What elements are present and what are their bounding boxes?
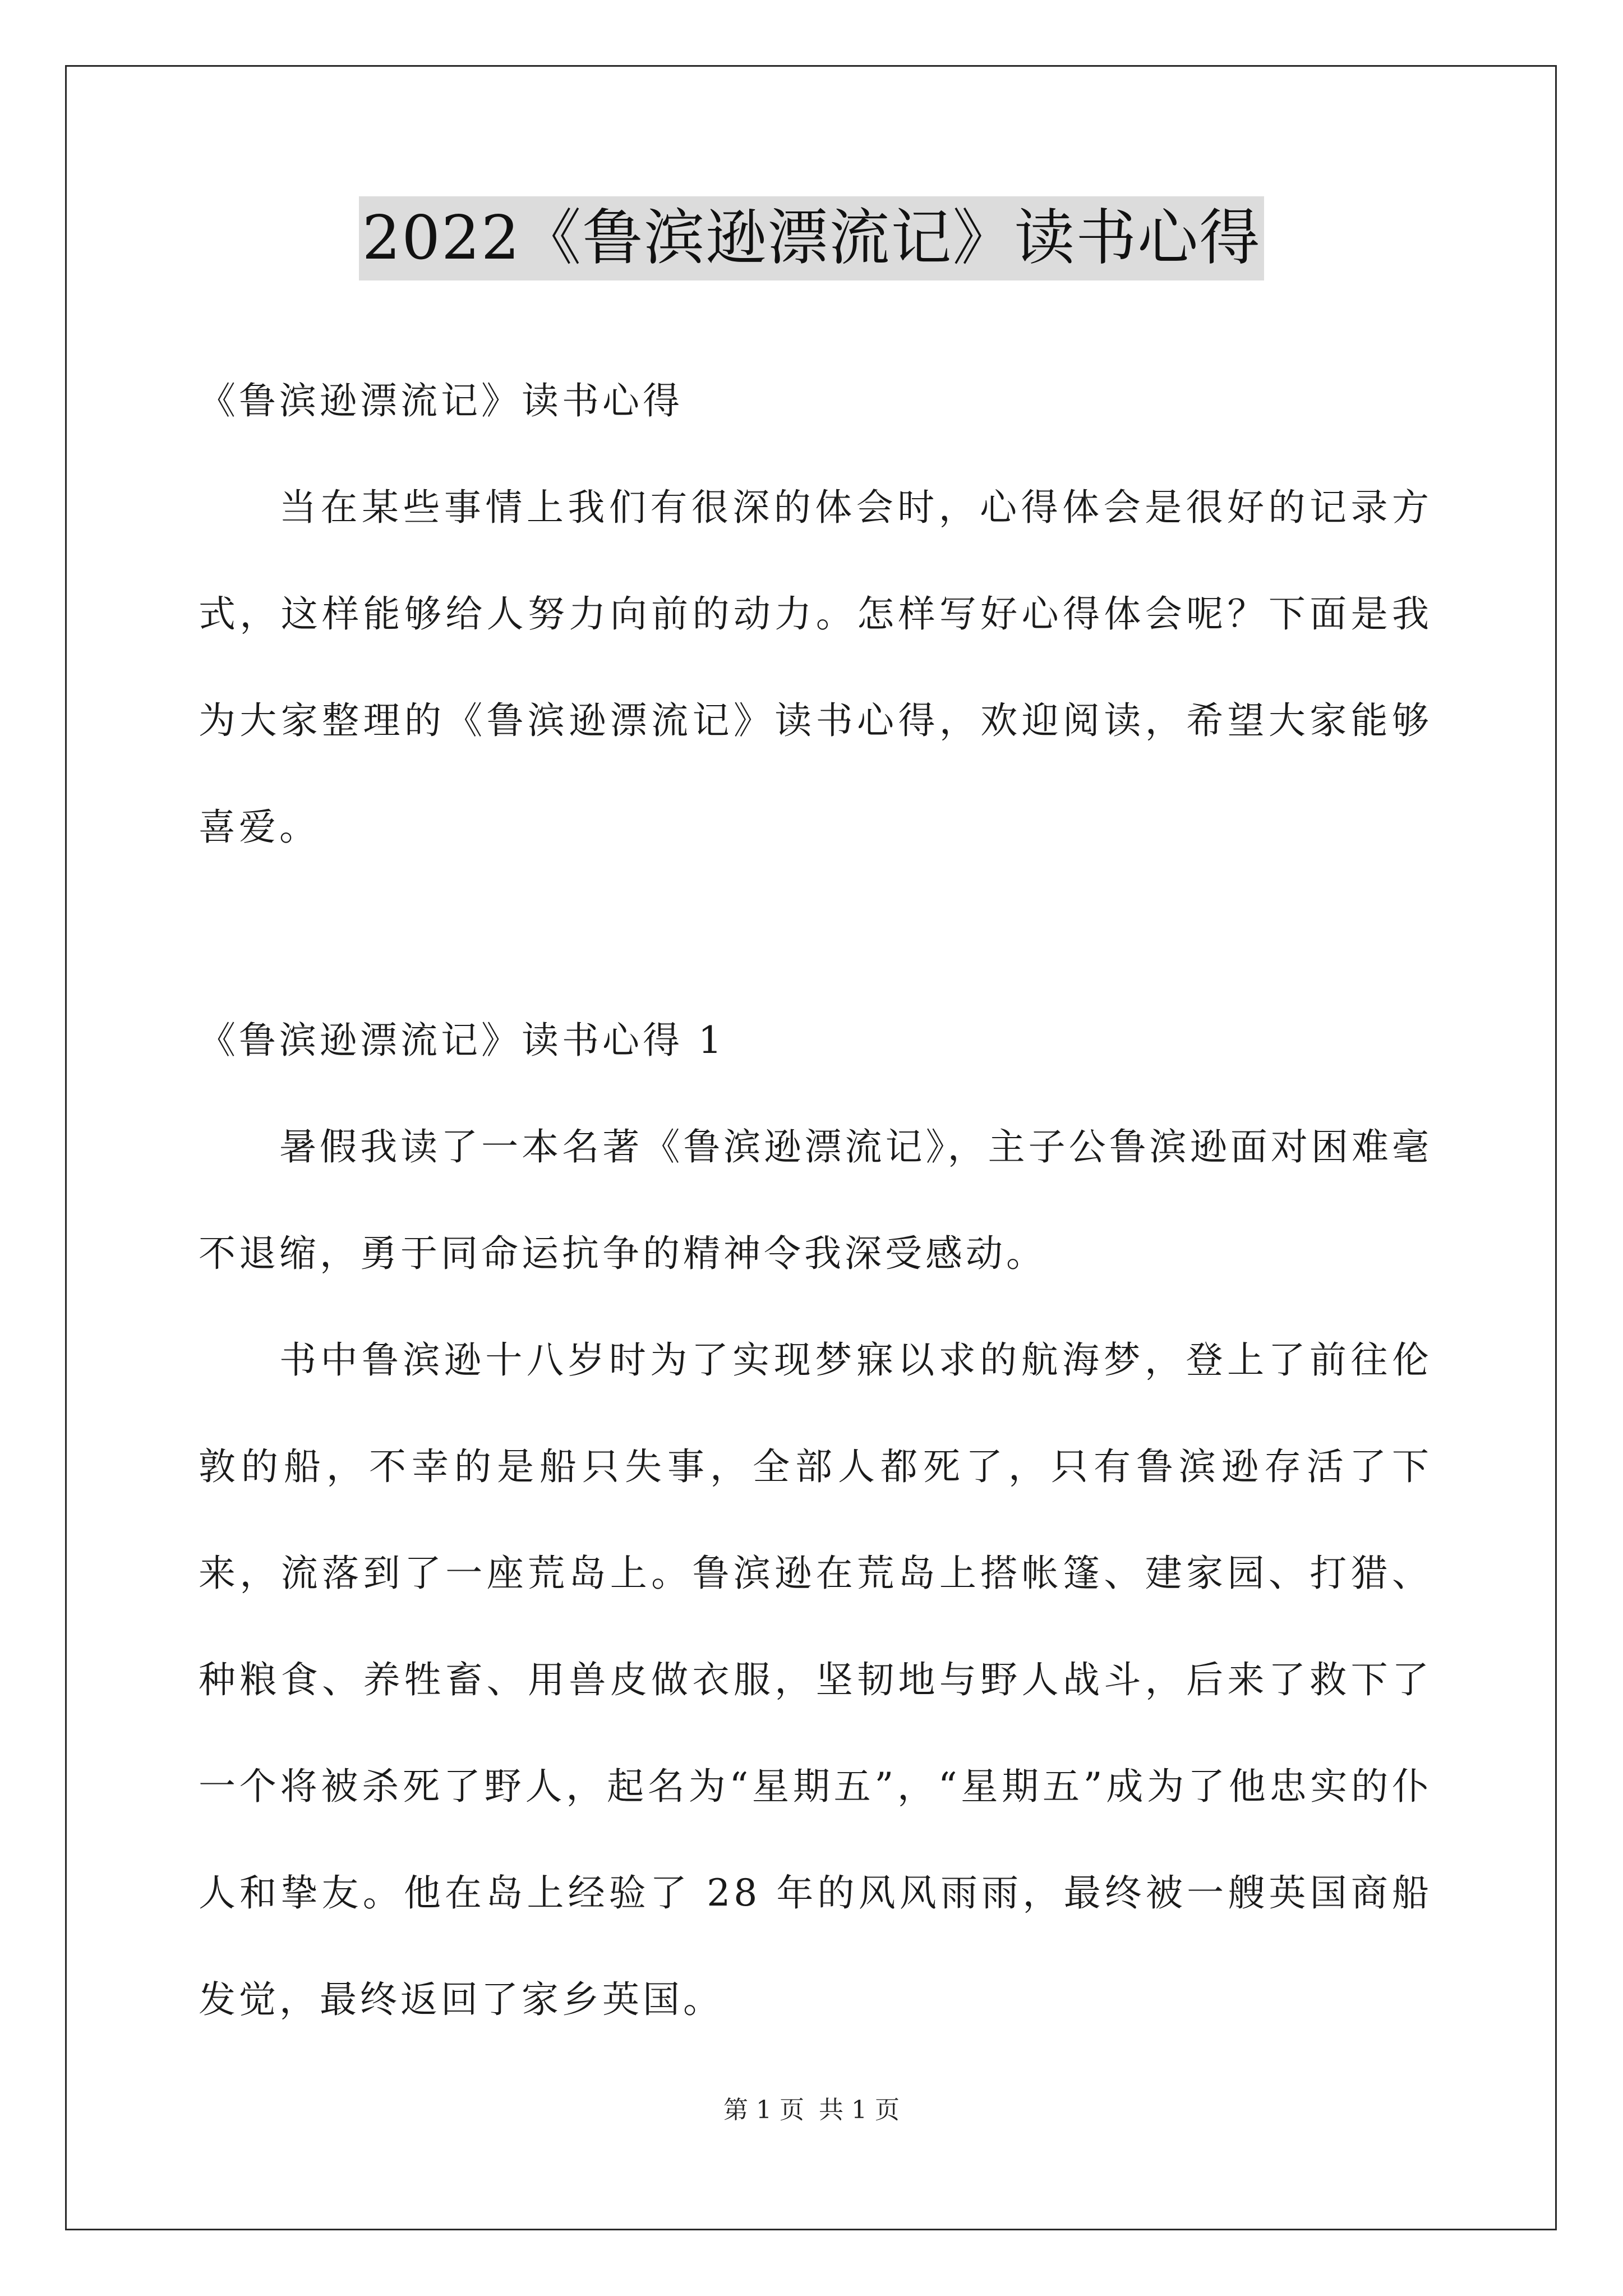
page-number-total: 共 1 页 xyxy=(819,2096,900,2124)
page-footer xyxy=(0,2090,1623,2125)
body-paragraph-2: 书中鲁滨逊十八岁时为了实现梦寐以求的航海梦，登上了前往伦敦的船，不幸的是船只失事，全部人都死了，只有鲁滨逊存活了下来，流落到了一座荒岛上。鲁滨逊在荒岛上搭帐篷、建家园、打猎、种粮食、养牲畜、用兽皮做衣服，坚韧地与野人战斗，后来了救下了一个将被杀死了野人，起名为“星期五”，“星期五”成为了他忠实的仆人和挚友。他在岛上经验了 28 年的风风雨雨，最终被一艘英国商船发觉，最终返回了家乡英国。 xyxy=(199,1338,1432,2021)
intro-paragraph: 当在某些事情上我们有很深的体会时，心得体会是很好的记录方式，这样能够给人努力向前的动力。怎样写好心得体会呢？下面是我为大家整理的《鲁滨逊漂流记》读书心得，欢迎阅读，希望大家能够喜爱。 xyxy=(199,486,1432,849)
section-heading-main: 《鲁滨逊漂流记》读书心得 xyxy=(199,379,683,422)
document-body xyxy=(199,348,1432,2053)
body-paragraph-1: 暑假我读了一本名著《鲁滨逊漂流记》，主子公鲁滨逊面对困难毫不退缩，勇于同命运抗争的精神令我深受感动。 xyxy=(199,1125,1432,1275)
section-gap xyxy=(199,881,1432,987)
page-number-current: 第 1 页 xyxy=(723,2096,804,2124)
document-title: 2022《鲁滨逊漂流记》读书心得 xyxy=(359,196,1265,280)
title-wrap xyxy=(0,196,1623,280)
section-heading-1: 《鲁滨逊漂流记》读书心得 1 xyxy=(199,1019,725,1062)
